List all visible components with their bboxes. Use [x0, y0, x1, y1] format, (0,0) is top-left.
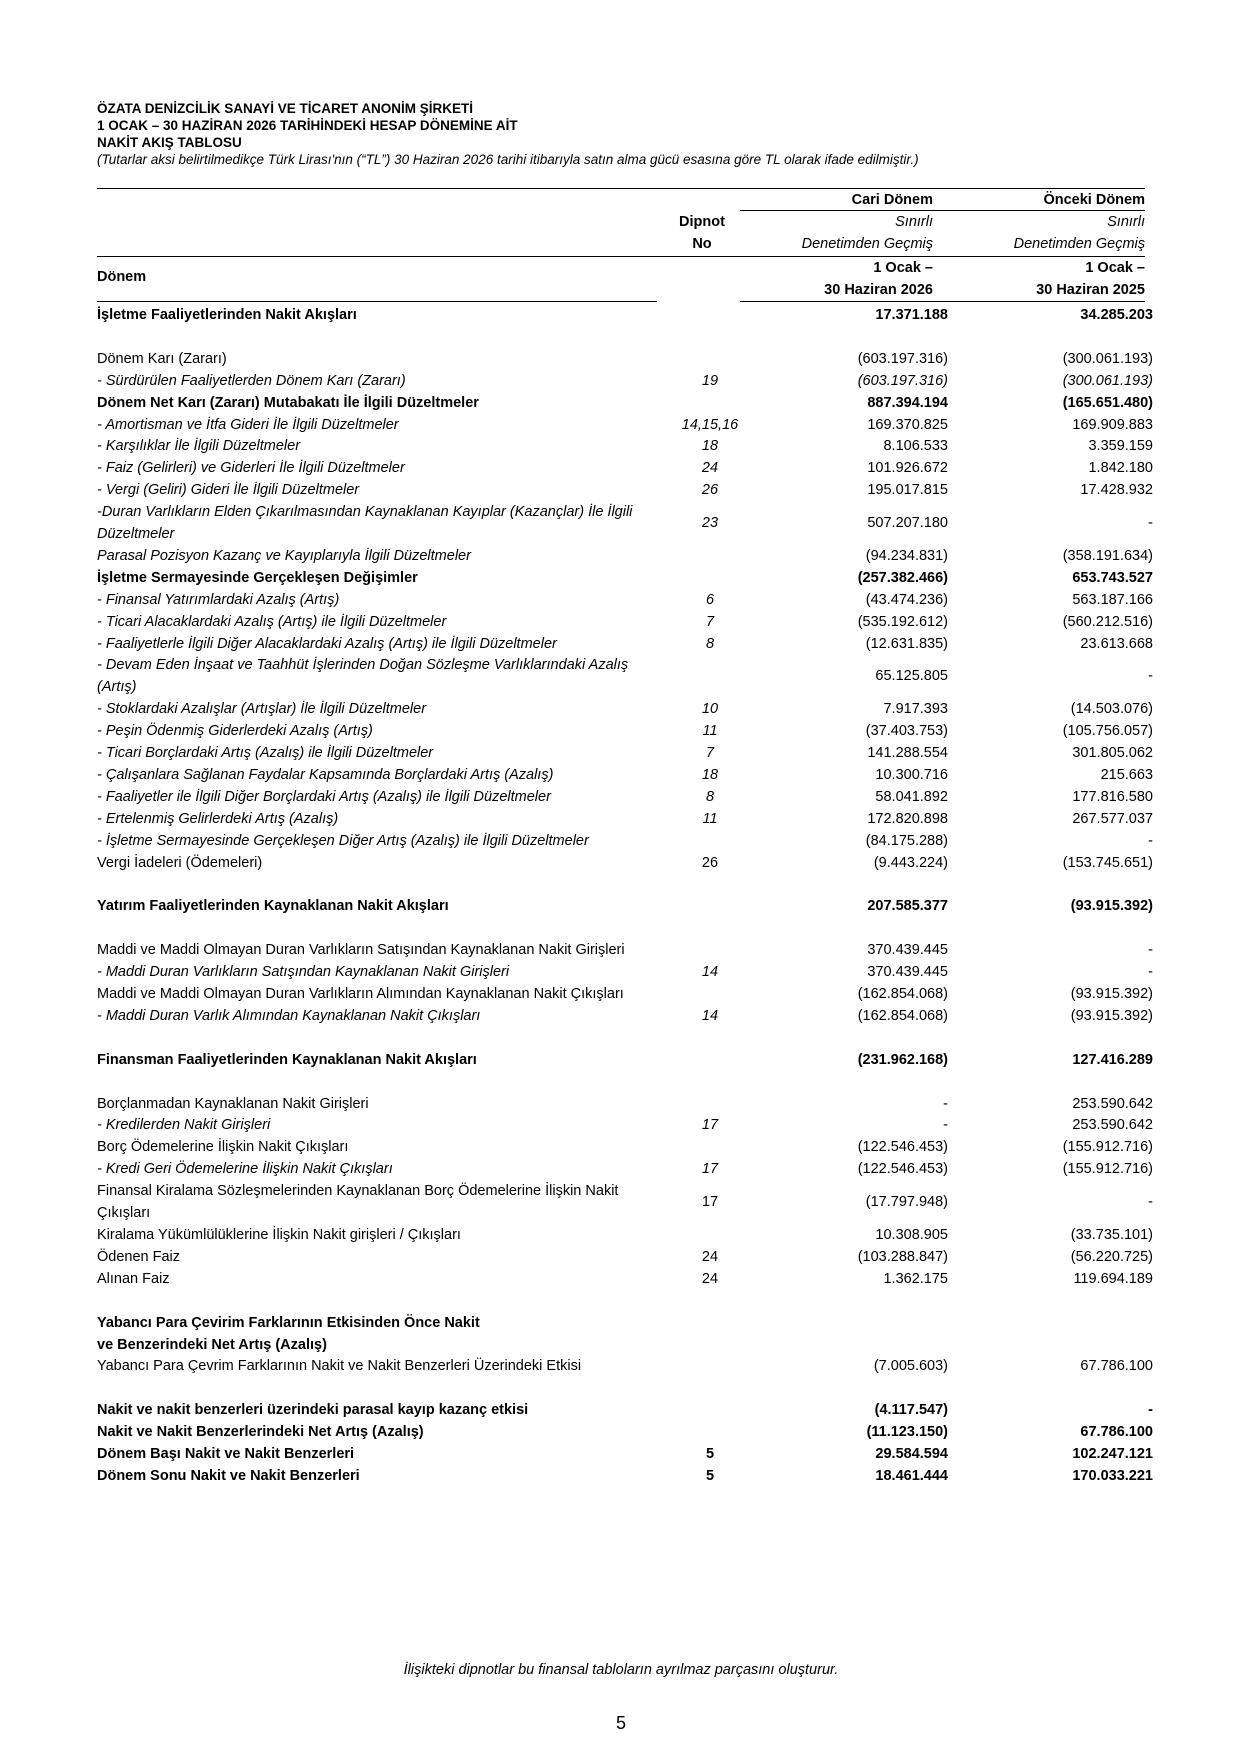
table-row: Borçlanmadan Kaynaklanan Nakit Girişleri - 253.590.642: [97, 1095, 1153, 1112]
table-row: Maddi ve Maddi Olmayan Duran Varlıkların Alımından Kaynaklanan Nakit Çıkışları (162.854.068) (93.915.392): [97, 986, 1153, 1003]
table-row: - Finansal Yatırımlardaki Azalış (Artış) 6 (43.474.236) 563.187.166: [97, 591, 1153, 608]
table-row: İşletme Faaliyetlerinden Nakit Akışları 17.371.188 34.285.203: [97, 307, 1153, 323]
table-row: Finansal Kiralama Sözleşmelerinden Kaynaklanan Borç Ödemelerine İlişkin Nakit Çıkışları 17 (17.797.948) -: [97, 1183, 1153, 1222]
table-row: Ödenen Faiz 24 (103.288.847) (56.220.725): [97, 1248, 1153, 1265]
previous-audit-label-2: Denetimden Geçmiş: [1013, 236, 1145, 252]
currency-note: (Tutarlar aksi belirtilmedikçe Türk Lirası'nın (“TL”) 30 Haziran 2026 tarihi itibarıyla satın alma gücü esasına göre TL olarak ifade edilmiştir.): [97, 152, 919, 167]
table-row: Nakit ve nakit benzerleri üzerindeki parasal kayıp kazanç etkisi (4.117.547) -: [97, 1402, 1153, 1419]
table-row: Finansman Faaliyetlerinden Kaynaklanan Nakit Akışları (231.962.168) 127.416.289: [97, 1051, 1153, 1068]
current-end: 30 Haziran 2026: [824, 282, 933, 298]
table-row: - Amortisman ve İtfa Gideri İle İlgili Düzeltmeler 14,15,16 169.370.825 169.909.883: [97, 416, 1153, 433]
period-label: Dönem: [97, 269, 147, 285]
table-row: - Çalışanlara Sağlanan Faydalar Kapsamında Borçlardaki Artış (Azalış) 18 10.300.716 215.663: [97, 767, 1153, 784]
table-row: - Ticari Alacaklardaki Azalış (Artış) ile İlgili Düzeltmeler 7 (535.192.612) (560.212.516): [97, 613, 1153, 630]
table-row: - Vergi (Geliri) Gideri İle İlgili Düzeltmeler 26 195.017.815 17.428.932: [97, 482, 1153, 499]
table-row: Kiralama Yükümlülüklerine İlişkin Nakit girişleri / Çıkışları 10.308.905 (33.735.101): [97, 1226, 1153, 1243]
table-row: - Karşılıklar İle İlgili Düzeltmeler 18 8.106.533 3.359.159: [97, 438, 1153, 455]
spacer-row: [97, 875, 1153, 897]
table-row: Yabancı Para Çevirim Farklarının Etkisinden Önce Nakit: [97, 1314, 480, 1331]
table-row: - Ertelenmiş Gelirlerdeki Artış (Azalış) 11 172.820.898 267.577.037: [97, 810, 1153, 827]
current-audit-label-2: Denetimden Geçmiş: [801, 236, 933, 252]
previous-period-header: Önceki Dönem: [1043, 192, 1145, 208]
spacer-row: [97, 327, 1153, 349]
previous-end: 30 Haziran 2025: [1036, 282, 1145, 298]
table-row: - Faaliyetlerle İlgili Diğer Alacaklardaki Azalış (Artış) ile İlgili Düzeltmeler 8 (12.631.835) 23.613.668: [97, 635, 1153, 652]
table-row: - Sürdürülen Faaliyetlerden Dönem Karı (Zararı) 19 (603.197.316) (300.061.193): [97, 372, 1153, 389]
previous-audit-label: Sınırlı: [1107, 214, 1145, 230]
table-row: Dönem Net Karı (Zararı) Mutabakatı İle İlgili Düzeltmeler 887.394.194 (165.651.480): [97, 394, 1153, 411]
current-start: 1 Ocak –: [873, 260, 933, 276]
spacer-row: [97, 918, 1153, 940]
table-row: - Kredi Geri Ödemelerine İlişkin Nakit Çıkışları 17 (122.546.453) (155.912.716): [97, 1161, 1153, 1178]
current-period-header: Cari Dönem: [851, 192, 933, 208]
spacer-row: [97, 1072, 1153, 1094]
table-row: - İşletme Sermayesinde Gerçekleşen Diğer Artış (Azalış) ile İlgili Düzeltmeler (84.175.288) -: [97, 832, 1153, 849]
company-name: ÖZATA DENİZCİLİK SANAYİ VE TİCARET ANONİM ŞİRKETİ: [97, 101, 474, 116]
spacer-row: [97, 1378, 1153, 1400]
table-row: İşletme Sermayesinde Gerçekleşen Değişimler (257.382.466) 653.743.527: [97, 569, 1153, 586]
table-row: - Ticari Borçlardaki Artış (Azalış) ile İlgili Düzeltmeler 7 141.288.554 301.805.062: [97, 745, 1153, 762]
table-row: ve Benzerindeki Net Artış (Azalış): [97, 1336, 327, 1353]
table-row: Vergi İadeleri (Ödemeleri) 26 (9.443.224) (153.745.651): [97, 854, 1153, 871]
note-no-header: No: [692, 236, 712, 252]
cash-flow-table: [97, 305, 1153, 1488]
column-rule-bottom: [740, 301, 1145, 302]
table-row: Parasal Pozisyon Kazanç ve Kayıplarıyla İlgili Düzeltmeler (94.234.831) (358.191.634): [97, 547, 1153, 564]
table-row: Dönem Karı (Zararı) (603.197.316) (300.061.193): [97, 350, 1153, 367]
table-row: Nakit ve Nakit Benzerlerindeki Net Artış (Azalış) (11.123.150) 67.786.100: [97, 1424, 1153, 1441]
table-row: - Faiz (Gelirleri) ve Giderleri İle İlgili Düzeltmeler 24 101.926.672 1.842.180: [97, 460, 1153, 477]
dipnot-header: Dipnot: [679, 214, 725, 230]
statement-title: NAKİT AKIŞ TABLOSU: [97, 135, 242, 150]
table-row: - Devam Eden İnşaat ve Taahhüt İşlerinden Doğan Sözleşme Varlıklarındaki Azalış (Artış) 65.125.805 -: [97, 657, 1153, 696]
table-row: - Peşin Ödenmiş Giderlerdeki Azalış (Artış) 11 (37.403.753) (105.756.057): [97, 723, 1153, 740]
footnote: İlişikteki dipnotlar bu finansal tabloların ayrılmaz parçasını oluşturur.: [403, 1662, 839, 1678]
table-row: Dönem Sonu Nakit ve Nakit Benzerleri 5 18.461.444 170.033.221: [97, 1467, 1153, 1484]
table-row: Dönem Başı Nakit ve Nakit Benzerleri 5 29.584.594 102.247.121: [97, 1446, 1153, 1463]
table-row: - Kredilerden Nakit Girişleri 17 - 253.590.642: [97, 1117, 1153, 1134]
statement-page: [97, 100, 1153, 1733]
period-title: 1 OCAK – 30 HAZİRAN 2026 TARİHİNDEKİ HESAP DÖNEMİNE AİT: [97, 118, 518, 133]
table-row: Alınan Faiz 24 1.362.175 119.694.189: [97, 1270, 1153, 1287]
table-row: - Maddi Duran Varlıkların Satışından Kaynaklanan Nakit Girişleri 14 370.439.445 -: [97, 964, 1153, 981]
previous-start: 1 Ocak –: [1085, 260, 1145, 276]
spacer-row: [97, 1028, 1153, 1050]
page-number: 5: [615, 1713, 626, 1733]
table-row: Borç Ödemelerine İlişkin Nakit Çıkışları (122.546.453) (155.912.716): [97, 1139, 1153, 1156]
spacer-row: [97, 1291, 1153, 1313]
current-audit-label: Sınırlı: [895, 214, 933, 230]
table-row: - Stoklardaki Azalışlar (Artışlar) İle İlgili Düzeltmeler 10 7.917.393 (14.503.076): [97, 701, 1153, 718]
table-row: Yabancı Para Çevrim Farklarının Nakit ve Nakit Benzerleri Üzerindeki Etkisi (7.005.603) 67.786.100: [97, 1358, 1153, 1375]
table-row: Yatırım Faaliyetlerinden Kaynaklanan Nakit Akışları 207.585.377 (93.915.392): [97, 898, 1153, 915]
label-rule-bottom: [97, 301, 657, 302]
table-row: - Maddi Duran Varlık Alımından Kaynaklanan Nakit Çıkışları 14 (162.854.068) (93.915.392): [97, 1007, 1153, 1024]
table-row: - Faaliyetler ile İlgili Diğer Borçlardaki Artış (Azalış) ile İlgili Düzeltmeler 8 58.041.892 177.816.580: [97, 788, 1153, 805]
table-row: -Duran Varlıkların Elden Çıkarılmasından Kaynaklanan Kayıplar (Kazançlar) İle İlgili Düzeltmeler 23 507.207.180 -: [97, 504, 1153, 543]
table-row: Maddi ve Maddi Olmayan Duran Varlıkların Satışından Kaynaklanan Nakit Girişleri 370.439.445 -: [97, 942, 1153, 959]
